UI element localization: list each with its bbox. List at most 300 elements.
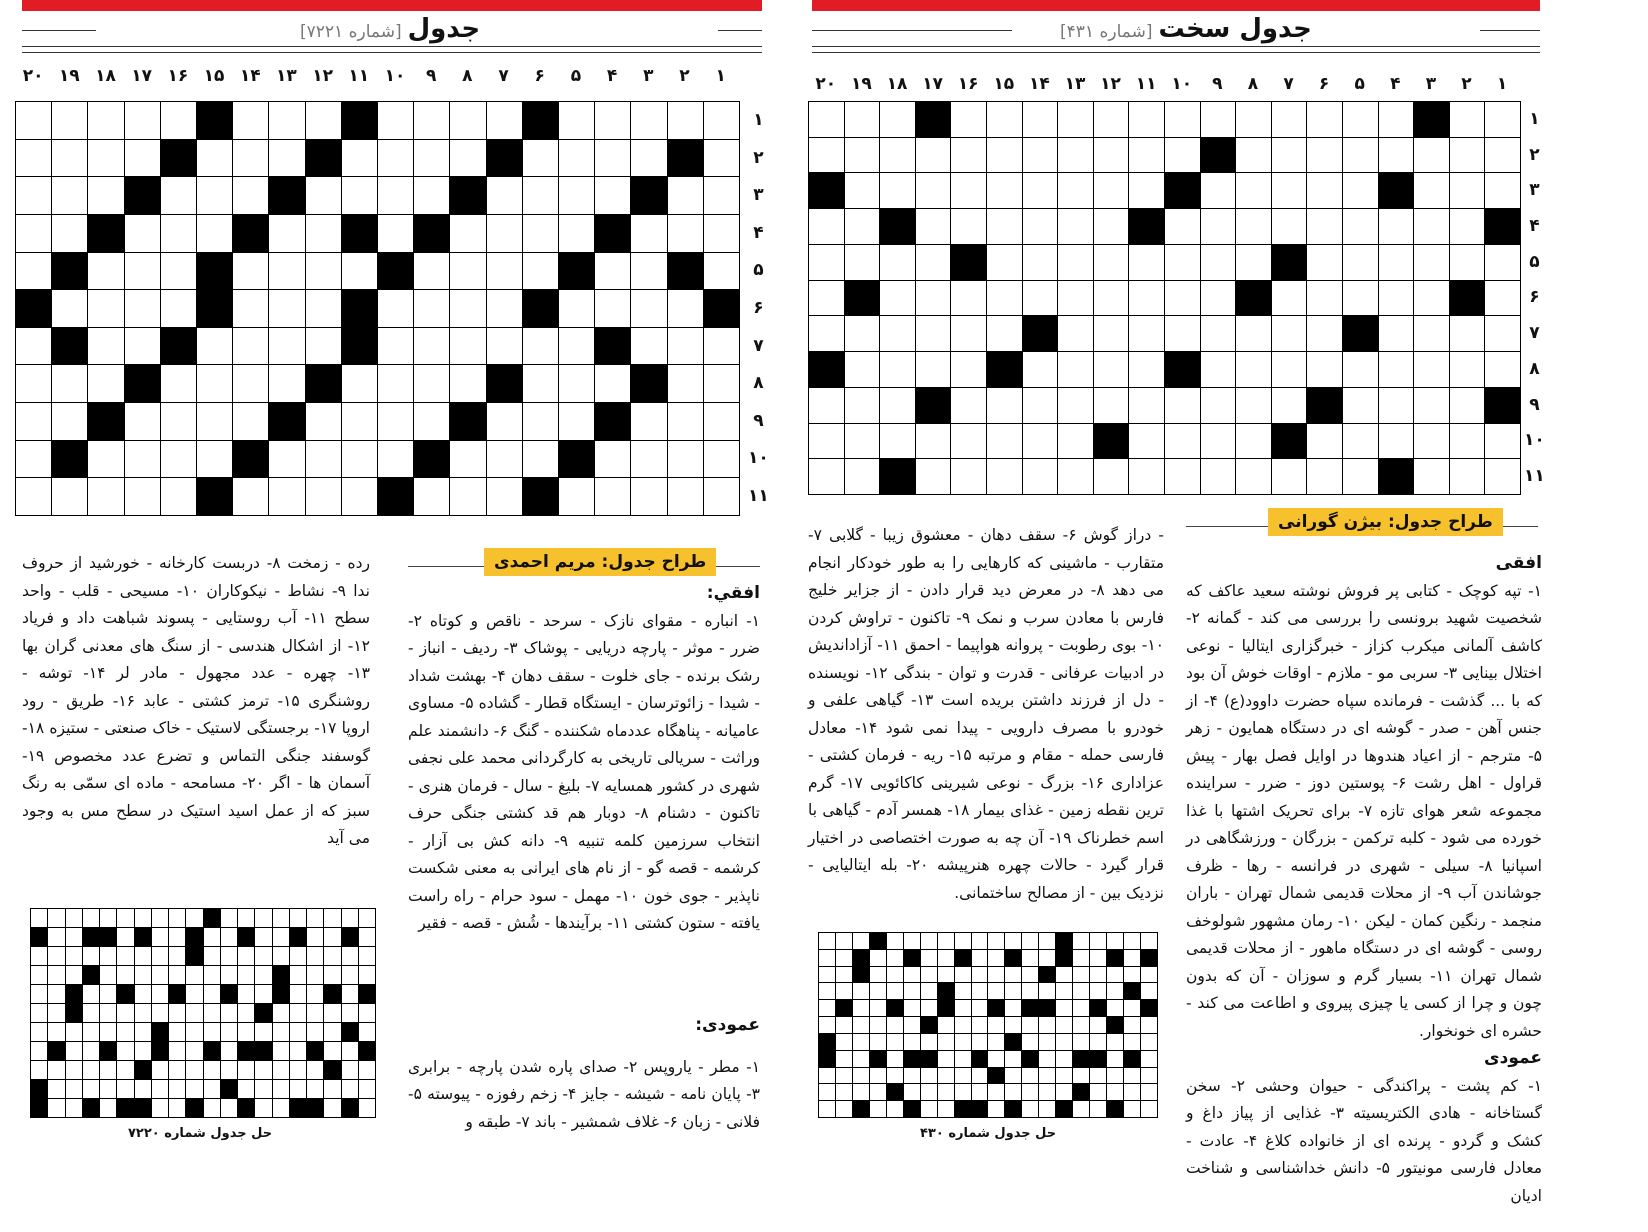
right-grid-cell[interactable] (1485, 281, 1520, 316)
left-grid-cell[interactable] (450, 478, 485, 515)
left-grid-cell[interactable] (52, 102, 87, 139)
left-grid-cell[interactable] (197, 403, 232, 440)
right-grid-cell[interactable] (1272, 138, 1307, 173)
left-grid-cell[interactable] (631, 403, 666, 440)
right-grid-cell[interactable] (1165, 209, 1200, 244)
left-grid-cell[interactable] (668, 215, 703, 252)
right-grid-cell[interactable] (1414, 245, 1449, 280)
left-grid-cell[interactable] (450, 140, 485, 177)
right-grid-cell[interactable] (809, 209, 844, 244)
right-grid-cell[interactable] (1343, 138, 1378, 173)
right-grid-cell[interactable] (1165, 316, 1200, 351)
right-grid-cell[interactable] (1485, 245, 1520, 280)
right-grid-cell[interactable] (1201, 316, 1236, 351)
left-grid-cell[interactable] (16, 328, 51, 365)
right-grid-cell[interactable] (1129, 281, 1164, 316)
right-grid-cell[interactable] (1201, 352, 1236, 387)
right-grid-cell[interactable] (1450, 388, 1485, 423)
right-grid-cell[interactable] (1343, 209, 1378, 244)
right-grid-cell[interactable] (809, 138, 844, 173)
left-grid-cell[interactable] (450, 290, 485, 327)
left-grid-cell[interactable] (306, 253, 341, 290)
right-grid-cell[interactable] (1450, 424, 1485, 459)
right-grid-cell[interactable] (1307, 209, 1342, 244)
left-grid-cell[interactable] (414, 253, 449, 290)
left-grid-cell[interactable] (559, 140, 594, 177)
left-grid-cell[interactable] (269, 140, 304, 177)
left-grid-cell[interactable] (88, 328, 123, 365)
left-grid-cell[interactable] (52, 403, 87, 440)
right-grid-cell[interactable] (1129, 459, 1164, 494)
left-grid-cell[interactable] (269, 328, 304, 365)
right-grid-cell[interactable] (845, 245, 880, 280)
right-grid-cell[interactable] (1343, 102, 1378, 137)
right-grid-cell[interactable] (1236, 209, 1271, 244)
left-grid-cell[interactable] (595, 478, 630, 515)
right-grid-cell[interactable] (1058, 245, 1093, 280)
right-grid-cell[interactable] (1058, 459, 1093, 494)
left-grid-cell[interactable] (704, 102, 739, 139)
right-grid-cell[interactable] (1272, 316, 1307, 351)
right-grid-cell[interactable] (1023, 281, 1058, 316)
left-grid-cell[interactable] (161, 478, 196, 515)
right-grid-cell[interactable] (1343, 459, 1378, 494)
left-grid-cell[interactable] (668, 478, 703, 515)
right-grid-cell[interactable] (1094, 281, 1129, 316)
right-grid-cell[interactable] (809, 316, 844, 351)
left-grid-cell[interactable] (414, 102, 449, 139)
left-grid-cell[interactable] (595, 290, 630, 327)
right-grid-cell[interactable] (1414, 352, 1449, 387)
right-grid-cell[interactable] (1165, 245, 1200, 280)
left-grid-cell[interactable] (233, 478, 268, 515)
left-grid-cell[interactable] (161, 215, 196, 252)
right-grid-cell[interactable] (1343, 352, 1378, 387)
right-grid-cell[interactable] (1307, 102, 1342, 137)
right-grid-cell[interactable] (1201, 102, 1236, 137)
right-grid-cell[interactable] (1307, 245, 1342, 280)
left-grid-cell[interactable] (306, 328, 341, 365)
left-grid-cell[interactable] (125, 478, 160, 515)
left-grid-cell[interactable] (487, 253, 522, 290)
left-grid-cell[interactable] (487, 177, 522, 214)
right-grid-cell[interactable] (987, 388, 1022, 423)
left-grid-cell[interactable] (233, 365, 268, 402)
left-grid-cell[interactable] (197, 365, 232, 402)
right-grid-cell[interactable] (1023, 352, 1058, 387)
right-grid-cell[interactable] (916, 138, 951, 173)
right-grid-cell[interactable] (951, 316, 986, 351)
right-grid-cell[interactable] (1414, 173, 1449, 208)
left-grid-cell[interactable] (668, 328, 703, 365)
left-grid-cell[interactable] (342, 403, 377, 440)
right-grid-cell[interactable] (951, 424, 986, 459)
right-grid-cell[interactable] (1023, 424, 1058, 459)
left-grid-cell[interactable] (523, 140, 558, 177)
right-grid-cell[interactable] (1307, 173, 1342, 208)
left-grid-cell[interactable] (342, 177, 377, 214)
left-grid-cell[interactable] (631, 140, 666, 177)
right-grid-cell[interactable] (1272, 352, 1307, 387)
right-grid-cell[interactable] (1236, 102, 1271, 137)
right-grid-cell[interactable] (916, 209, 951, 244)
left-grid-cell[interactable] (306, 215, 341, 252)
right-grid-cell[interactable] (1379, 138, 1414, 173)
left-grid-cell[interactable] (595, 253, 630, 290)
right-grid-cell[interactable] (1201, 388, 1236, 423)
left-grid-cell[interactable] (631, 328, 666, 365)
right-grid-cell[interactable] (1379, 352, 1414, 387)
left-grid-cell[interactable] (197, 177, 232, 214)
right-grid-cell[interactable] (1201, 245, 1236, 280)
right-grid-cell[interactable] (987, 316, 1022, 351)
right-grid-cell[interactable] (951, 209, 986, 244)
right-grid-cell[interactable] (1129, 173, 1164, 208)
right-grid-cell[interactable] (1023, 245, 1058, 280)
right-grid-cell[interactable] (1307, 138, 1342, 173)
left-grid-cell[interactable] (125, 441, 160, 478)
left-grid-cell[interactable] (52, 140, 87, 177)
right-grid-cell[interactable] (1094, 459, 1129, 494)
right-crossword-grid[interactable] (808, 101, 1521, 495)
right-grid-cell[interactable] (1165, 388, 1200, 423)
right-grid-cell[interactable] (1201, 209, 1236, 244)
left-grid-cell[interactable] (197, 215, 232, 252)
right-grid-cell[interactable] (1343, 388, 1378, 423)
right-grid-cell[interactable] (1414, 281, 1449, 316)
left-grid-cell[interactable] (378, 102, 413, 139)
right-grid-cell[interactable] (1343, 173, 1378, 208)
left-grid-cell[interactable] (487, 290, 522, 327)
right-grid-cell[interactable] (1094, 352, 1129, 387)
right-grid-cell[interactable] (845, 173, 880, 208)
left-grid-cell[interactable] (52, 365, 87, 402)
right-grid-cell[interactable] (1414, 209, 1449, 244)
left-grid-cell[interactable] (52, 478, 87, 515)
right-grid-cell[interactable] (1201, 459, 1236, 494)
left-grid-cell[interactable] (595, 441, 630, 478)
left-grid-cell[interactable] (88, 253, 123, 290)
left-grid-cell[interactable] (559, 290, 594, 327)
right-grid-cell[interactable] (880, 281, 915, 316)
right-grid-cell[interactable] (845, 459, 880, 494)
left-grid-cell[interactable] (161, 177, 196, 214)
right-grid-cell[interactable] (1414, 459, 1449, 494)
right-grid-cell[interactable] (1023, 388, 1058, 423)
right-grid-cell[interactable] (1094, 173, 1129, 208)
left-grid-cell[interactable] (704, 441, 739, 478)
right-grid-cell[interactable] (1094, 316, 1129, 351)
left-crossword-grid[interactable] (15, 101, 740, 516)
right-grid-cell[interactable] (1236, 388, 1271, 423)
left-grid-cell[interactable] (595, 140, 630, 177)
left-grid-cell[interactable] (450, 215, 485, 252)
left-grid-cell[interactable] (125, 253, 160, 290)
left-grid-cell[interactable] (16, 140, 51, 177)
right-grid-cell[interactable] (809, 245, 844, 280)
right-grid-cell[interactable] (809, 281, 844, 316)
left-grid-cell[interactable] (559, 478, 594, 515)
left-grid-cell[interactable] (668, 177, 703, 214)
right-grid-cell[interactable] (1023, 173, 1058, 208)
left-grid-cell[interactable] (378, 215, 413, 252)
left-grid-cell[interactable] (269, 215, 304, 252)
right-grid-cell[interactable] (1272, 102, 1307, 137)
left-grid-cell[interactable] (668, 403, 703, 440)
left-grid-cell[interactable] (125, 215, 160, 252)
left-grid-cell[interactable] (668, 290, 703, 327)
left-grid-cell[interactable] (342, 441, 377, 478)
left-grid-cell[interactable] (559, 403, 594, 440)
right-grid-cell[interactable] (1379, 281, 1414, 316)
right-grid-cell[interactable] (1201, 281, 1236, 316)
right-grid-cell[interactable] (1236, 173, 1271, 208)
left-grid-cell[interactable] (88, 365, 123, 402)
right-grid-cell[interactable] (951, 138, 986, 173)
right-grid-cell[interactable] (1485, 352, 1520, 387)
left-grid-cell[interactable] (414, 478, 449, 515)
right-grid-cell[interactable] (880, 102, 915, 137)
left-grid-cell[interactable] (595, 102, 630, 139)
left-grid-cell[interactable] (161, 403, 196, 440)
left-grid-cell[interactable] (378, 403, 413, 440)
left-grid-cell[interactable] (233, 253, 268, 290)
right-grid-cell[interactable] (1307, 459, 1342, 494)
left-grid-cell[interactable] (342, 140, 377, 177)
left-grid-cell[interactable] (559, 215, 594, 252)
left-grid-cell[interactable] (88, 140, 123, 177)
right-grid-cell[interactable] (880, 388, 915, 423)
left-grid-cell[interactable] (161, 290, 196, 327)
right-grid-cell[interactable] (1307, 352, 1342, 387)
right-grid-cell[interactable] (987, 459, 1022, 494)
left-grid-cell[interactable] (631, 215, 666, 252)
right-grid-cell[interactable] (1414, 388, 1449, 423)
right-grid-cell[interactable] (1094, 388, 1129, 423)
right-grid-cell[interactable] (845, 102, 880, 137)
right-grid-cell[interactable] (1414, 424, 1449, 459)
left-grid-cell[interactable] (487, 102, 522, 139)
left-grid-cell[interactable] (631, 441, 666, 478)
right-grid-cell[interactable] (1450, 209, 1485, 244)
left-grid-cell[interactable] (450, 102, 485, 139)
left-grid-cell[interactable] (269, 365, 304, 402)
right-grid-cell[interactable] (1058, 388, 1093, 423)
right-grid-cell[interactable] (1129, 245, 1164, 280)
right-grid-cell[interactable] (1165, 281, 1200, 316)
left-grid-cell[interactable] (668, 102, 703, 139)
right-grid-cell[interactable] (1236, 245, 1271, 280)
right-grid-cell[interactable] (1236, 424, 1271, 459)
right-grid-cell[interactable] (845, 138, 880, 173)
right-grid-cell[interactable] (1450, 459, 1485, 494)
right-grid-cell[interactable] (916, 459, 951, 494)
left-grid-cell[interactable] (233, 140, 268, 177)
left-grid-cell[interactable] (414, 365, 449, 402)
right-grid-cell[interactable] (845, 209, 880, 244)
left-grid-cell[interactable] (16, 403, 51, 440)
left-grid-cell[interactable] (523, 328, 558, 365)
left-grid-cell[interactable] (523, 215, 558, 252)
right-grid-cell[interactable] (845, 424, 880, 459)
right-grid-cell[interactable] (1272, 459, 1307, 494)
left-grid-cell[interactable] (414, 290, 449, 327)
left-grid-cell[interactable] (306, 177, 341, 214)
right-grid-cell[interactable] (951, 459, 986, 494)
right-grid-cell[interactable] (880, 138, 915, 173)
right-grid-cell[interactable] (1058, 209, 1093, 244)
left-grid-cell[interactable] (559, 365, 594, 402)
right-grid-cell[interactable] (1023, 102, 1058, 137)
right-grid-cell[interactable] (1485, 424, 1520, 459)
left-grid-cell[interactable] (269, 253, 304, 290)
left-grid-cell[interactable] (233, 177, 268, 214)
right-grid-cell[interactable] (1058, 281, 1093, 316)
left-grid-cell[interactable] (704, 215, 739, 252)
left-grid-cell[interactable] (306, 403, 341, 440)
left-grid-cell[interactable] (125, 140, 160, 177)
right-grid-cell[interactable] (1094, 209, 1129, 244)
right-grid-cell[interactable] (987, 102, 1022, 137)
right-grid-cell[interactable] (845, 388, 880, 423)
left-grid-cell[interactable] (378, 441, 413, 478)
right-grid-cell[interactable] (1236, 138, 1271, 173)
right-grid-cell[interactable] (1343, 245, 1378, 280)
left-grid-cell[interactable] (414, 177, 449, 214)
right-grid-cell[interactable] (1414, 138, 1449, 173)
left-grid-cell[interactable] (378, 177, 413, 214)
left-grid-cell[interactable] (487, 478, 522, 515)
right-grid-cell[interactable] (1236, 459, 1271, 494)
right-grid-cell[interactable] (916, 316, 951, 351)
right-grid-cell[interactable] (1379, 316, 1414, 351)
left-grid-cell[interactable] (161, 365, 196, 402)
left-grid-cell[interactable] (197, 441, 232, 478)
left-grid-cell[interactable] (631, 478, 666, 515)
left-grid-cell[interactable] (414, 140, 449, 177)
right-grid-cell[interactable] (1272, 173, 1307, 208)
right-grid-cell[interactable] (809, 424, 844, 459)
right-grid-cell[interactable] (1379, 209, 1414, 244)
left-grid-cell[interactable] (161, 253, 196, 290)
left-grid-cell[interactable] (88, 290, 123, 327)
left-grid-cell[interactable] (16, 441, 51, 478)
right-grid-cell[interactable] (845, 316, 880, 351)
left-grid-cell[interactable] (704, 365, 739, 402)
right-grid-cell[interactable] (1129, 102, 1164, 137)
left-grid-cell[interactable] (233, 290, 268, 327)
right-grid-cell[interactable] (1165, 102, 1200, 137)
right-grid-cell[interactable] (951, 173, 986, 208)
right-grid-cell[interactable] (809, 459, 844, 494)
left-grid-cell[interactable] (233, 102, 268, 139)
right-grid-cell[interactable] (1023, 459, 1058, 494)
right-grid-cell[interactable] (1094, 245, 1129, 280)
left-grid-cell[interactable] (88, 441, 123, 478)
right-grid-cell[interactable] (987, 281, 1022, 316)
left-grid-cell[interactable] (52, 215, 87, 252)
left-grid-cell[interactable] (704, 403, 739, 440)
left-grid-cell[interactable] (414, 403, 449, 440)
left-grid-cell[interactable] (631, 102, 666, 139)
left-grid-cell[interactable] (559, 177, 594, 214)
right-grid-cell[interactable] (1307, 316, 1342, 351)
left-grid-cell[interactable] (450, 253, 485, 290)
right-grid-cell[interactable] (916, 281, 951, 316)
left-grid-cell[interactable] (631, 290, 666, 327)
left-grid-cell[interactable] (378, 328, 413, 365)
left-grid-cell[interactable] (414, 328, 449, 365)
left-grid-cell[interactable] (559, 102, 594, 139)
left-grid-cell[interactable] (704, 478, 739, 515)
left-grid-cell[interactable] (523, 253, 558, 290)
right-grid-cell[interactable] (1129, 352, 1164, 387)
left-grid-cell[interactable] (125, 102, 160, 139)
right-grid-cell[interactable] (1450, 316, 1485, 351)
left-grid-cell[interactable] (269, 102, 304, 139)
left-grid-cell[interactable] (125, 328, 160, 365)
right-grid-cell[interactable] (1450, 138, 1485, 173)
left-grid-cell[interactable] (306, 290, 341, 327)
right-grid-cell[interactable] (951, 102, 986, 137)
right-grid-cell[interactable] (916, 352, 951, 387)
right-grid-cell[interactable] (951, 281, 986, 316)
right-grid-cell[interactable] (1307, 424, 1342, 459)
left-grid-cell[interactable] (269, 441, 304, 478)
left-grid-cell[interactable] (233, 328, 268, 365)
left-grid-cell[interactable] (16, 177, 51, 214)
right-grid-cell[interactable] (1379, 102, 1414, 137)
left-grid-cell[interactable] (161, 102, 196, 139)
right-grid-cell[interactable] (880, 173, 915, 208)
left-grid-cell[interactable] (378, 365, 413, 402)
right-grid-cell[interactable] (1165, 138, 1200, 173)
right-grid-cell[interactable] (1485, 102, 1520, 137)
right-grid-cell[interactable] (1058, 102, 1093, 137)
left-grid-cell[interactable] (378, 290, 413, 327)
right-grid-cell[interactable] (1343, 281, 1378, 316)
right-grid-cell[interactable] (1129, 388, 1164, 423)
left-grid-cell[interactable] (704, 328, 739, 365)
left-grid-cell[interactable] (704, 140, 739, 177)
left-grid-cell[interactable] (306, 441, 341, 478)
right-grid-cell[interactable] (916, 424, 951, 459)
right-grid-cell[interactable] (1450, 245, 1485, 280)
right-grid-cell[interactable] (1343, 424, 1378, 459)
left-grid-cell[interactable] (269, 290, 304, 327)
left-grid-cell[interactable] (704, 177, 739, 214)
right-grid-cell[interactable] (1379, 388, 1414, 423)
left-grid-cell[interactable] (16, 253, 51, 290)
left-grid-cell[interactable] (197, 328, 232, 365)
left-grid-cell[interactable] (16, 478, 51, 515)
right-grid-cell[interactable] (987, 209, 1022, 244)
left-grid-cell[interactable] (450, 365, 485, 402)
left-grid-cell[interactable] (161, 441, 196, 478)
left-grid-cell[interactable] (559, 328, 594, 365)
right-grid-cell[interactable] (1201, 424, 1236, 459)
right-grid-cell[interactable] (1023, 138, 1058, 173)
left-grid-cell[interactable] (125, 403, 160, 440)
left-grid-cell[interactable] (487, 441, 522, 478)
left-grid-cell[interactable] (269, 478, 304, 515)
left-grid-cell[interactable] (378, 140, 413, 177)
right-grid-cell[interactable] (987, 424, 1022, 459)
left-grid-cell[interactable] (631, 253, 666, 290)
left-grid-cell[interactable] (52, 177, 87, 214)
right-grid-cell[interactable] (1450, 173, 1485, 208)
left-grid-cell[interactable] (595, 177, 630, 214)
